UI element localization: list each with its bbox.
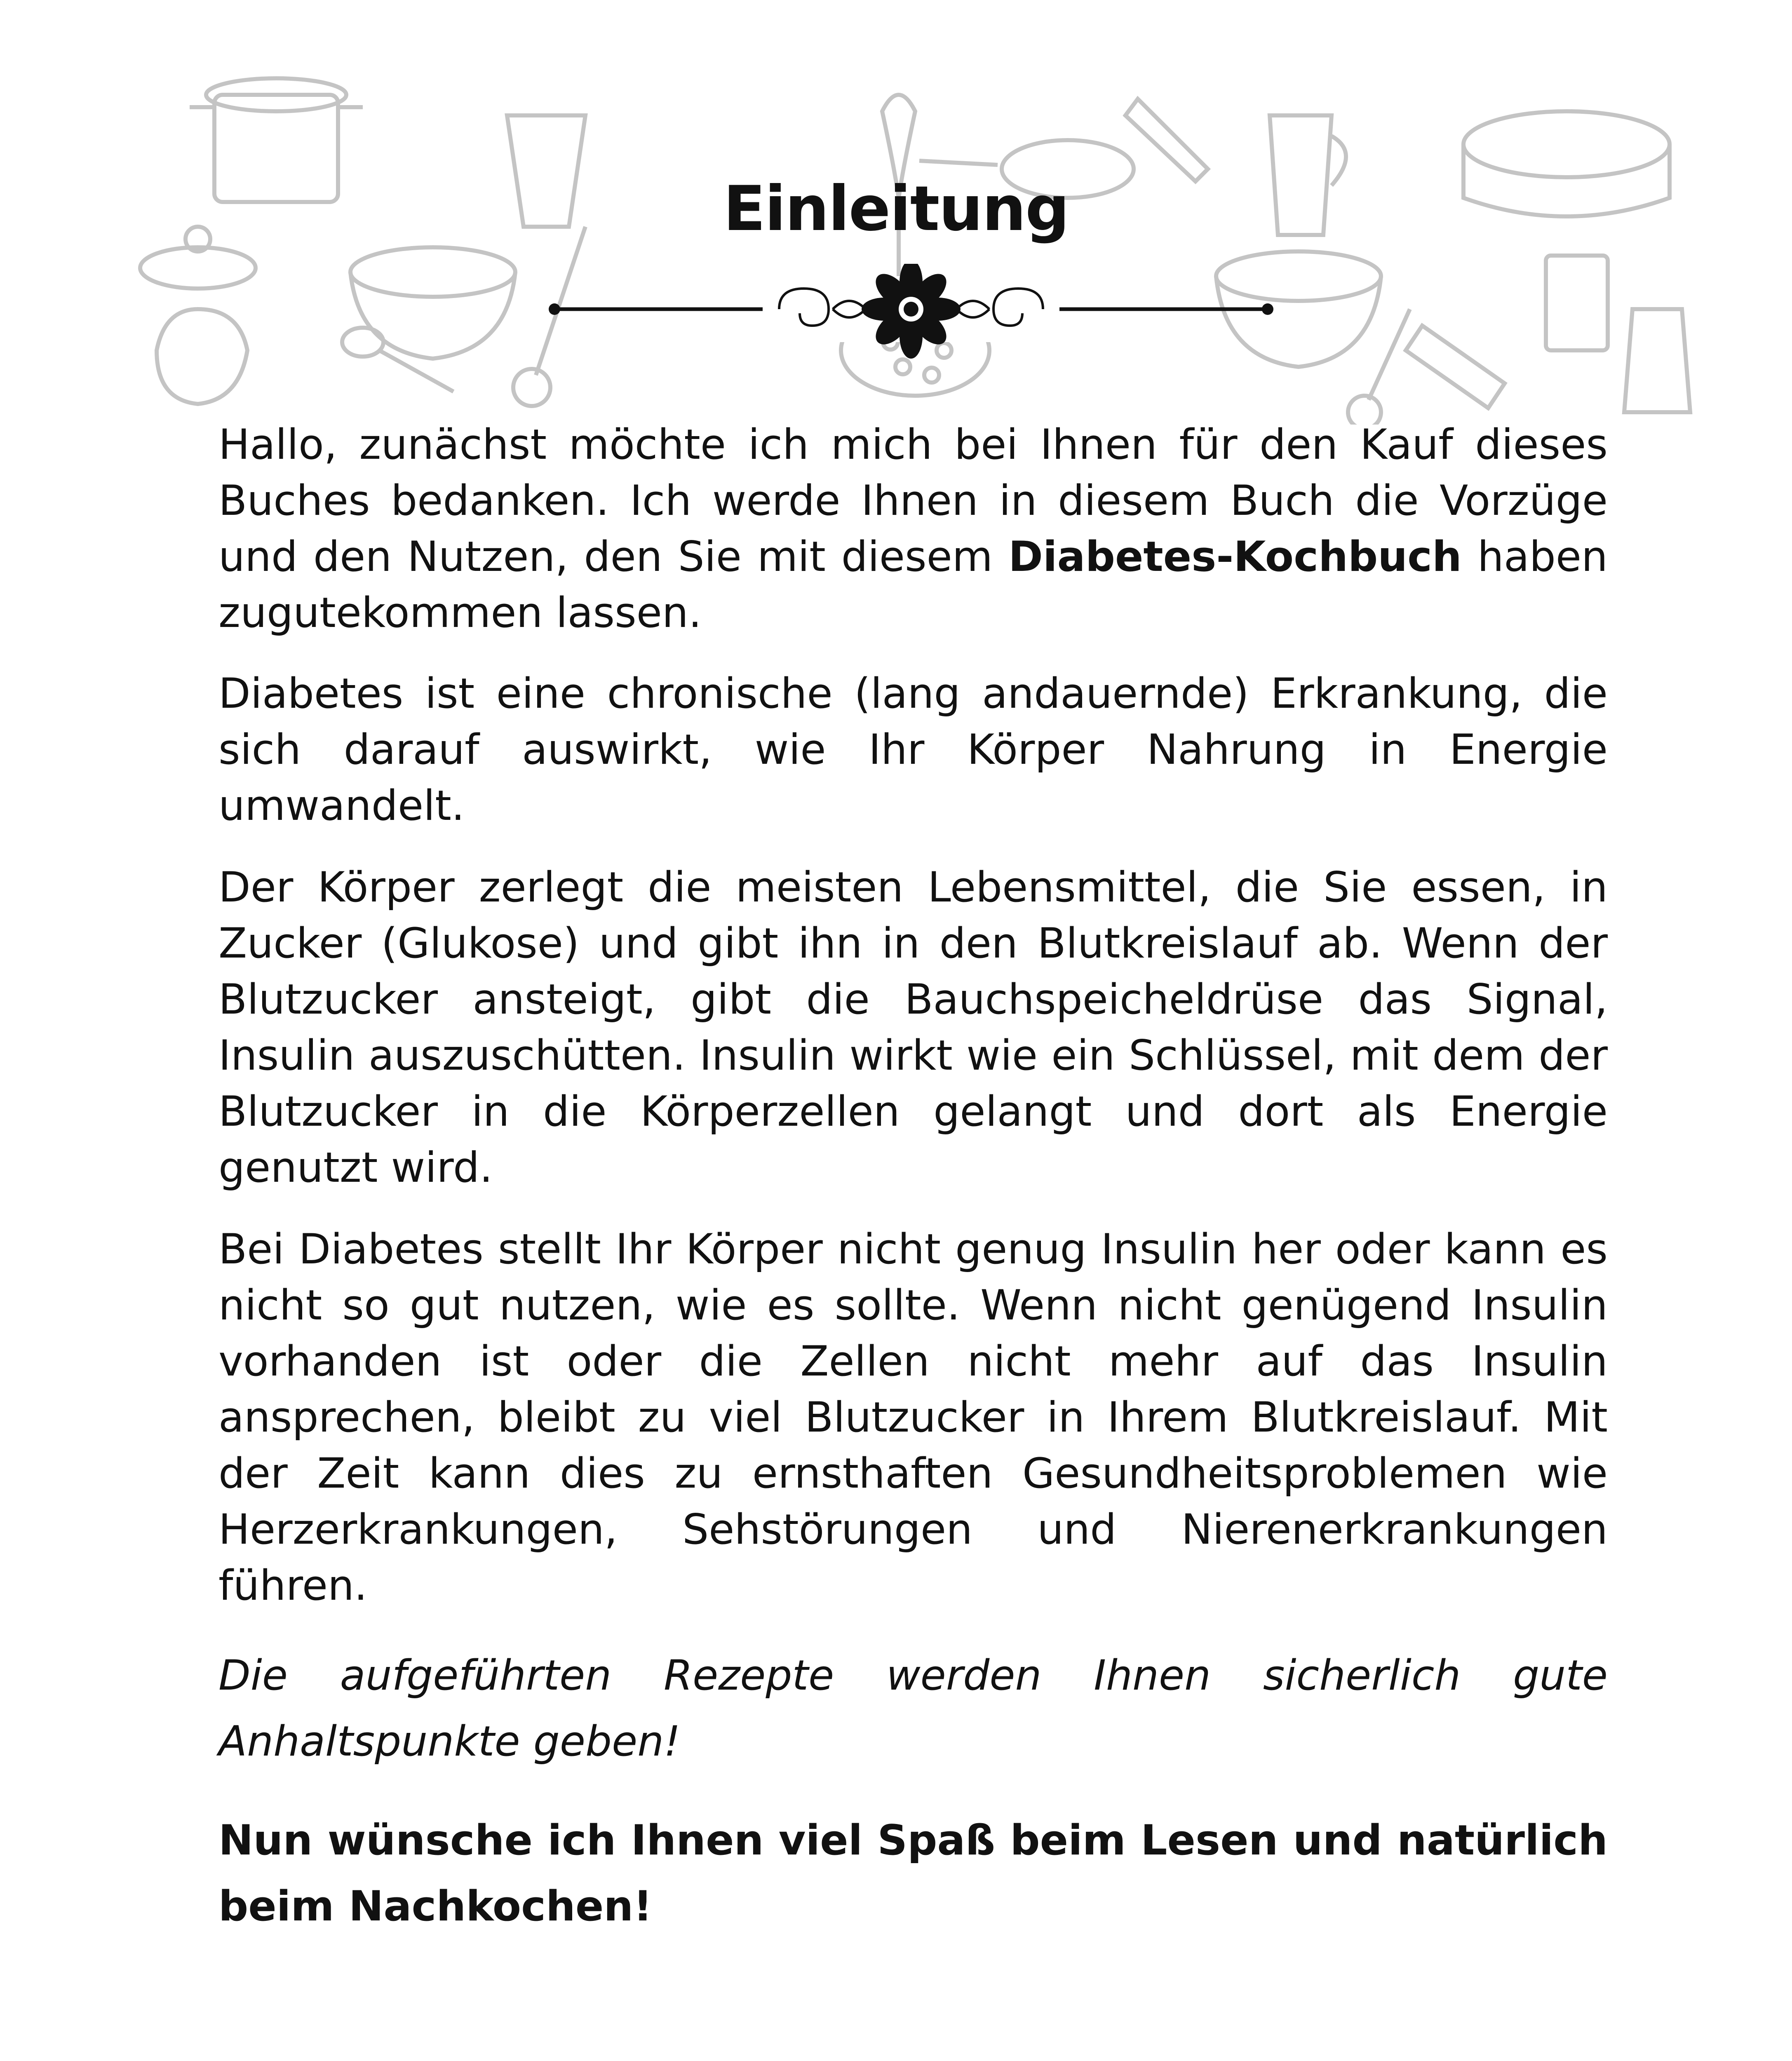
paragraph-definition: Diabetes ist eine chronische (lang andauernde) Erkrankung, die sich darauf auswirkt, wie Ihr Körper Nahrung in Energie umwandelt. — [218, 669, 1608, 830]
paragraph-thanks — [218, 416, 1608, 641]
flower-ornament-divider — [548, 264, 1274, 363]
intro-text — [218, 416, 1608, 1965]
paragraph-text: haben zugutekommen lassen. — [218, 532, 1608, 637]
knife-icon — [1125, 99, 1208, 181]
closing-wish: Nun wünsche ich Ihnen viel Spaß beim Lesen und natürlich beim Nachkochen! — [218, 1816, 1608, 1930]
paragraph-insulin: Bei Diabetes stellt Ihr Körper nicht genug Insulin her oder kann es nicht so gut nutzen, wie es sollte. Wenn nicht genügend Insulin vorhanden ist oder die Zellen nicht mehr auf das Insulin ansprechen, bleibt zu viel Blutzucker in Ihrem Blutkreislauf. Mit der Zeit kann dies zu ernsthaften Gesundheitsproblemen wie Herzerkrankungen, Sehstörungen und Nierenerkrankungen führen. — [218, 1225, 1608, 1610]
calculator-icon — [1546, 256, 1608, 350]
spatula-icon — [1348, 309, 1410, 425]
flower-icon — [862, 264, 961, 359]
spoon-icon — [342, 328, 453, 392]
sugar-bowl-icon — [140, 227, 256, 404]
paragraph-text: Hallo, zunächst möchte ich mich bei Ihnen für den Kauf dieses Buches bedanken. Ich werde Ihnen in diesem Buch die Vorzüge und den Nutzen, den Sie mit diesem — [218, 420, 1608, 581]
grater-icon — [1624, 309, 1690, 412]
italic-note: Die aufgeführten Rezepte werden Ihnen sicherlich gute Anhaltspunkte geben! — [218, 1651, 1608, 1765]
page-title: Einleitung — [723, 173, 1069, 245]
paragraph-glucose: Der Körper zerlegt die meisten Lebensmittel, die Sie essen, in Zucker (Glukose) und gibt ihn in den Blutkreislauf ab. Wenn der Blutzucker ansteigt, gibt die Bauchspeicheldrüse das Signal, Insulin auszuschütten. Insulin wirkt wie ein Schlüssel, mit dem der Blutzucker in die Körperzellen gelangt und dort als Energie genutzt wird. — [218, 863, 1608, 1192]
book-title-bold: Diabetes-Kochbuch — [1008, 532, 1462, 581]
bowl-icon — [350, 247, 515, 359]
rolling-pin-icon — [1406, 326, 1505, 408]
